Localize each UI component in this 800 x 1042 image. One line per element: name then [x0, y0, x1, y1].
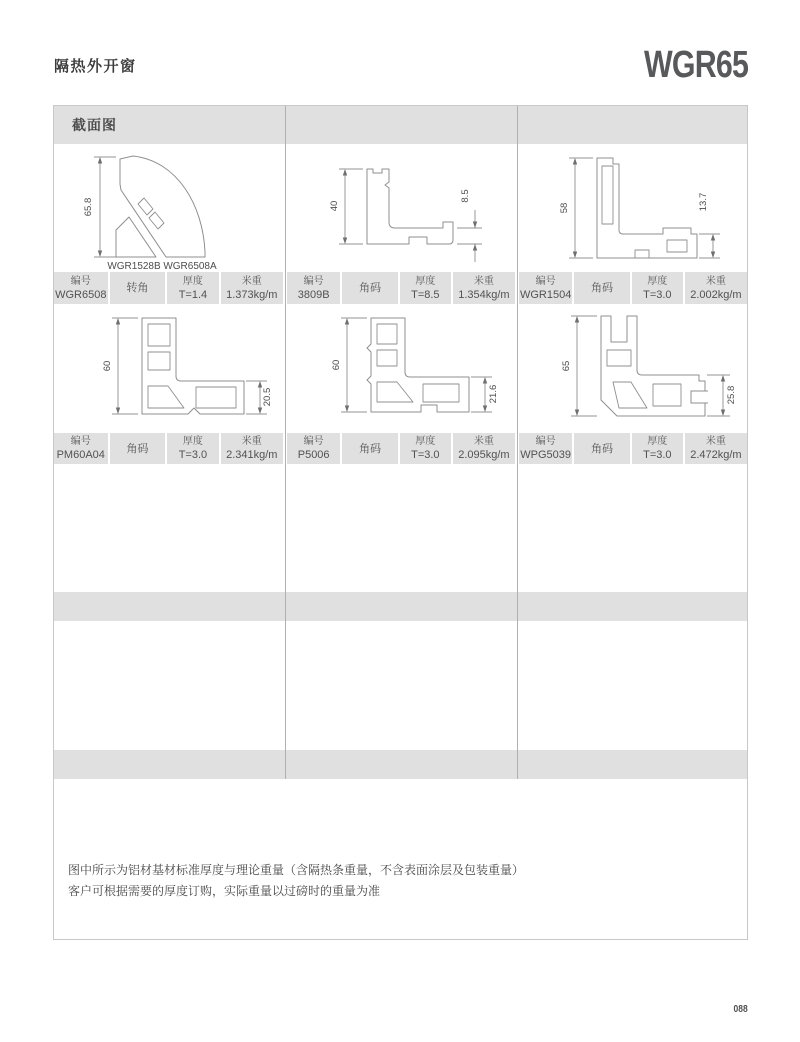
profile-type: 角码	[591, 282, 614, 294]
spec-label-code: 编号	[535, 275, 556, 287]
dimension-value-right: 13.7	[698, 192, 709, 212]
spec-cell-thickness	[167, 433, 218, 464]
profile-cavity	[196, 387, 236, 408]
profile-cell-p5006	[285, 304, 516, 432]
profile-drawing-p5006	[285, 304, 516, 432]
spec-label-weight: 米重	[241, 275, 262, 287]
profile-cavity	[607, 350, 631, 366]
spec-label-weight: 米重	[241, 436, 262, 447]
section-header-label: 截面图	[72, 117, 117, 133]
profile-weight: 2.002kg/m	[690, 288, 742, 301]
spec-strip-3809b	[287, 272, 515, 304]
profile-cavity	[635, 250, 649, 258]
dimension-value-left: 65.8	[83, 197, 94, 217]
spec-cell-thickness	[400, 272, 451, 304]
dimension-line	[457, 210, 482, 262]
profile-weight: 1.354kg/m	[458, 288, 510, 301]
cross-section-table	[53, 105, 748, 940]
profile-cell-wgr1504	[517, 144, 748, 272]
spec-cell-type	[574, 433, 630, 464]
spec-cell-type	[342, 433, 398, 464]
profile-cell-3809b	[285, 144, 516, 272]
series-code: WGR65	[643, 44, 748, 86]
profile-code: WGR1504	[519, 288, 572, 301]
profile-cavity	[602, 166, 613, 224]
spec-cell-code	[54, 433, 108, 464]
spec-cell-code	[519, 433, 572, 464]
column-divider	[517, 106, 518, 779]
footnote-line: 图中所示为铝材基材标准厚度与理论重量（含隔热条重量，不含表面涂层及包装重量）	[68, 863, 525, 877]
profile-type: 角码	[359, 442, 382, 455]
spec-label-thickness: 厚度	[647, 275, 668, 287]
profile-type: 角码	[126, 442, 149, 455]
profile-drawing-wpg5039	[517, 304, 748, 432]
spec-strip-p5006	[287, 433, 515, 464]
spec-label-weight: 米重	[473, 275, 494, 287]
spec-label-thickness: 厚度	[182, 436, 203, 447]
profile-cell-wgr6508	[54, 144, 285, 272]
spec-cell-code	[54, 272, 108, 304]
profile-cell-pm60a04	[54, 304, 285, 432]
profile-cell-wpg5039	[517, 304, 748, 432]
profile-thickness: T=3.0	[643, 449, 672, 461]
dimension-value-left: 65	[561, 360, 572, 372]
spec-cell-code	[519, 272, 572, 304]
spec-label-weight: 米重	[705, 436, 726, 447]
profile-type: 角码	[591, 442, 614, 455]
spec-label-weight: 米重	[705, 275, 726, 287]
profile-cavity	[148, 324, 170, 346]
spec-label-thickness: 厚度	[415, 275, 436, 287]
spec-strip-wgr1504	[519, 272, 747, 304]
dimension-value-right: 25.8	[726, 385, 737, 405]
spec-cell-weight	[453, 272, 515, 304]
profile-thickness: T=3.0	[643, 288, 672, 301]
footnote-line: 客户可根据需要的厚度订购，实际重量以过磅时的重量为准	[68, 884, 381, 898]
profile-outline	[367, 169, 453, 244]
spec-label-thickness: 厚度	[415, 436, 436, 447]
profile-code: WGR6508	[55, 288, 107, 301]
spec-cell-weight	[221, 433, 283, 464]
spec-cell-type	[574, 272, 630, 304]
spec-label-code: 编号	[70, 275, 91, 287]
profile-cavity	[667, 240, 687, 252]
profile-thickness: T=3.0	[178, 449, 208, 461]
part-label: WGR6508A	[163, 261, 217, 272]
dimension-value-right: 21.6	[488, 384, 499, 404]
spec-cell-thickness	[632, 272, 683, 304]
profile-thickness: T=1.4	[178, 288, 208, 301]
profile-type: 转角	[126, 282, 149, 294]
profile-cavity	[423, 384, 459, 402]
spec-label-code: 编号	[303, 275, 324, 287]
dimension-line	[569, 158, 593, 258]
dimension-value-right: 8.5	[460, 189, 471, 203]
profile-code: P5006	[297, 449, 330, 461]
profile-weight: 2.341kg/m	[226, 449, 278, 461]
spec-cell-thickness	[632, 433, 683, 464]
profile-drawing-3809b	[285, 144, 516, 272]
spec-cell-weight	[453, 433, 515, 464]
spec-cell-type	[110, 433, 166, 464]
profile-cavity	[148, 352, 170, 370]
empty-spec-band	[54, 750, 747, 779]
profile-code: 3809B	[297, 288, 330, 301]
profile-cavity	[653, 384, 681, 406]
profile-thickness: T=8.5	[411, 288, 440, 301]
spec-label-thickness: 厚度	[182, 275, 203, 287]
dimension-line	[339, 169, 363, 244]
profile-weight: 2.472kg/m	[690, 449, 742, 461]
spec-cell-code	[287, 272, 340, 304]
profile-drawing-pm60a04	[54, 304, 285, 432]
spec-cell-thickness	[167, 272, 218, 304]
profile-code: WPG5039	[520, 449, 572, 461]
profile-type: 角码	[359, 282, 382, 294]
spec-label-thickness: 厚度	[647, 436, 668, 447]
channel-opening-mask	[702, 391, 710, 403]
spec-cell-type	[110, 272, 166, 304]
page-number: 088	[733, 1004, 748, 1015]
profile-cavity	[377, 324, 397, 344]
empty-spec-band	[54, 592, 747, 621]
profile-drawing-wgr1504	[517, 144, 748, 272]
dimension-value-left: 60	[102, 360, 113, 372]
dimension-line	[341, 318, 367, 412]
profile-code: PM60A04	[56, 449, 105, 461]
spec-cell-code	[287, 433, 340, 464]
spec-cell-weight	[221, 272, 283, 304]
dimension-line	[699, 234, 720, 258]
spec-row-2	[54, 433, 747, 464]
column-divider	[285, 106, 286, 779]
dimension-value-left: 60	[331, 359, 342, 371]
dimension-value-left: 40	[329, 200, 340, 212]
section-header	[54, 106, 747, 144]
spec-label-code: 编号	[535, 436, 556, 447]
profile-cavity	[377, 350, 397, 366]
spec-label-code: 编号	[70, 436, 91, 447]
dimension-line	[112, 318, 138, 414]
spec-cell-thickness	[400, 433, 451, 464]
spec-cell-weight	[685, 433, 747, 464]
spec-cell-weight	[685, 272, 747, 304]
page-category-title: 隔热外开窗	[54, 58, 137, 75]
spec-strip-wpg5039	[519, 433, 747, 464]
profile-drawing-wgr6508	[54, 144, 285, 272]
spec-label-code: 编号	[303, 436, 324, 447]
profile-weight: 2.095kg/m	[458, 449, 510, 461]
spec-row-1	[54, 272, 747, 304]
spec-strip-wgr6508	[54, 272, 283, 304]
footnotes	[68, 860, 524, 902]
dimension-value-right: 20.5	[262, 387, 273, 407]
dimension-line	[571, 316, 597, 416]
profile-weight: 1.373kg/m	[226, 288, 278, 301]
profile-thickness: T=3.0	[411, 449, 440, 461]
dimension-value-left: 58	[559, 202, 570, 214]
dimension-line	[94, 157, 116, 257]
spec-strip-pm60a04	[54, 433, 283, 464]
spec-cell-type	[342, 272, 398, 304]
spec-label-weight: 米重	[473, 436, 494, 447]
part-label: WGR1528B	[107, 261, 161, 272]
